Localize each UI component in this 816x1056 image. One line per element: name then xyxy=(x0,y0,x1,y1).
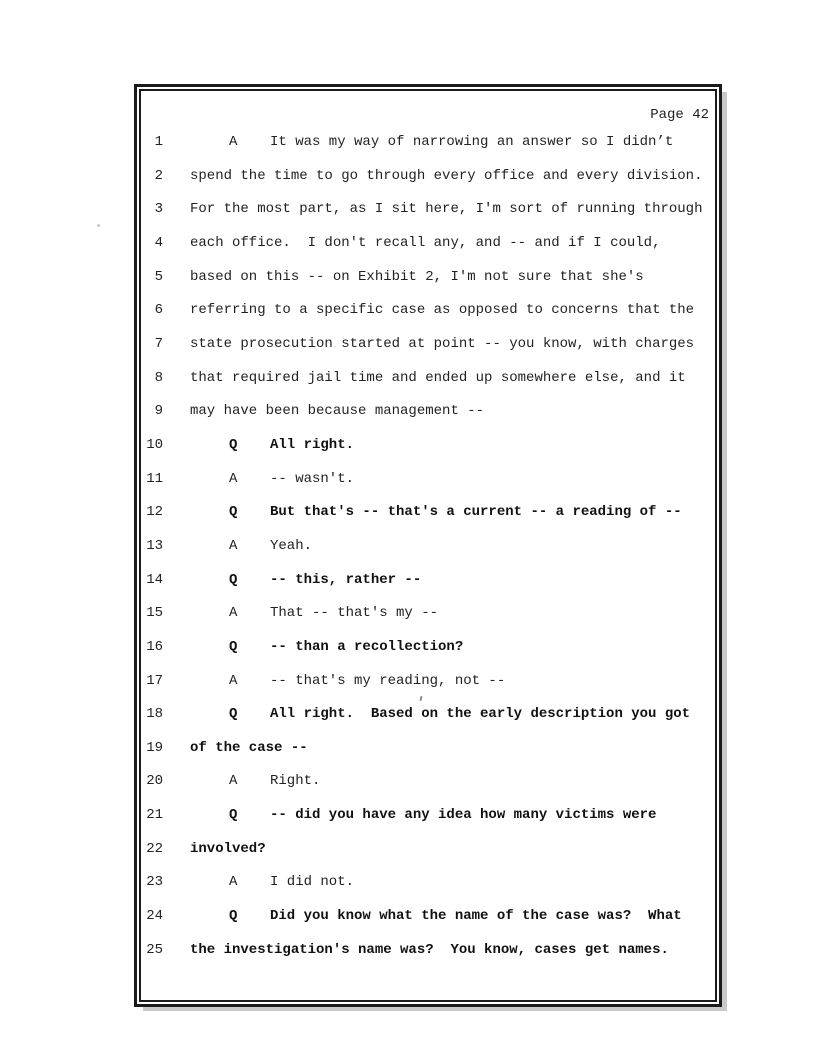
line-text: the investigation's name was? You know, cases get names. xyxy=(190,941,669,958)
line-text: each office. I don't recall any, and -- and if I could, xyxy=(190,234,661,251)
speaker-label: Q xyxy=(229,908,238,925)
line-text: referring to a specific case as opposed to concerns that the xyxy=(190,302,695,319)
transcript-line xyxy=(141,235,715,269)
line-text: -- wasn't. xyxy=(270,470,355,487)
speaker-label: A xyxy=(229,470,238,487)
line-text: Did you know what the name of the case was? What xyxy=(270,908,682,925)
transcript-line xyxy=(141,336,715,370)
line-text: It was my way of narrowing an answer so I didn’t xyxy=(270,134,674,150)
transcript-line xyxy=(141,269,715,303)
transcript-line xyxy=(141,437,715,471)
page-border-inner xyxy=(139,89,717,1002)
line-number: 16 xyxy=(146,638,163,655)
speaker-label: Q xyxy=(229,504,238,521)
line-text: -- did you have any idea how many victims were xyxy=(270,807,657,824)
speaker-label: Q xyxy=(229,706,238,723)
line-text: I did not. xyxy=(270,874,355,891)
line-text: involved? xyxy=(190,840,266,857)
transcript-line xyxy=(141,471,715,505)
transcript-line xyxy=(141,942,715,976)
speaker-label: A xyxy=(229,672,238,689)
speaker-label: A xyxy=(229,874,238,891)
transcript-line xyxy=(141,673,715,707)
line-text: All right. xyxy=(270,436,355,453)
transcript-line xyxy=(141,201,715,235)
transcript-line xyxy=(141,807,715,841)
line-text: -- than a recollection? xyxy=(270,638,464,655)
line-number: 6 xyxy=(154,302,163,319)
line-number: 13 xyxy=(146,537,163,554)
line-text: Right. xyxy=(270,773,321,790)
transcript-line xyxy=(141,874,715,908)
line-number: 22 xyxy=(146,840,163,857)
line-text: All right. Based on the early description you got xyxy=(270,706,691,723)
line-number: 23 xyxy=(146,874,163,891)
line-number: 1 xyxy=(154,134,163,150)
line-number: 9 xyxy=(154,403,163,420)
line-number: 12 xyxy=(146,504,163,521)
line-text: -- this, rather -- xyxy=(270,571,422,588)
speaker-label: Q xyxy=(229,638,238,655)
line-text: That -- that's my -- xyxy=(270,605,439,622)
line-number: 19 xyxy=(146,739,163,756)
speaker-label: Q xyxy=(229,436,238,453)
line-number: 15 xyxy=(146,605,163,622)
speaker-label: Q xyxy=(229,571,238,588)
line-text: -- that's my reading, not -- xyxy=(270,672,506,689)
transcript-line xyxy=(141,302,715,336)
line-number: 24 xyxy=(146,908,163,925)
line-text: state prosecution started at point -- you know, with charges xyxy=(190,335,695,352)
line-number: 10 xyxy=(146,436,163,453)
line-text: may have been because management -- xyxy=(190,403,485,420)
line-number: 7 xyxy=(154,335,163,352)
line-number: 3 xyxy=(154,201,163,218)
transcript-line xyxy=(141,908,715,942)
line-text: based on this -- on Exhibit 2, I'm not sure that she's xyxy=(190,268,644,285)
speaker-label: A xyxy=(229,537,238,554)
transcript-line xyxy=(141,605,715,639)
line-number: 18 xyxy=(146,706,163,723)
transcript-line xyxy=(141,168,715,202)
line-number: 17 xyxy=(146,672,163,689)
transcript-line xyxy=(141,370,715,404)
page-border-frame xyxy=(134,84,722,1007)
speaker-label: Q xyxy=(229,807,238,824)
transcript-line xyxy=(141,706,715,740)
transcript-line xyxy=(141,639,715,673)
scan-speck xyxy=(97,224,100,227)
transcript-lines xyxy=(141,134,715,975)
line-number: 5 xyxy=(154,268,163,285)
line-number: 20 xyxy=(146,773,163,790)
transcript-line xyxy=(141,841,715,875)
line-text: spend the time to go through every office and every division. xyxy=(190,167,703,184)
transcript-line xyxy=(141,773,715,807)
line-text: But that's -- that's a current -- a reading of -- xyxy=(270,504,682,521)
line-number: 8 xyxy=(154,369,163,386)
transcript-line xyxy=(141,403,715,437)
page-number-label: Page 42 xyxy=(650,107,709,123)
line-text: of the case -- xyxy=(190,739,308,756)
line-text: For the most part, as I sit here, I'm sort of running through xyxy=(190,201,703,218)
line-number: 14 xyxy=(146,571,163,588)
line-number: 2 xyxy=(154,167,163,184)
transcript-line xyxy=(141,740,715,774)
speaker-label: A xyxy=(229,134,238,150)
line-number: 21 xyxy=(146,807,163,824)
line-number: 11 xyxy=(146,470,163,487)
transcript-line xyxy=(141,134,715,168)
line-number: 4 xyxy=(154,234,163,251)
line-text: that required jail time and ended up somewhere else, and it xyxy=(190,369,686,386)
transcript-line xyxy=(141,504,715,538)
transcript-line xyxy=(141,538,715,572)
speaker-label: A xyxy=(229,605,238,622)
transcript-line xyxy=(141,572,715,606)
line-text: Yeah. xyxy=(270,537,313,554)
speaker-label: A xyxy=(229,773,238,790)
line-number: 25 xyxy=(146,941,163,958)
